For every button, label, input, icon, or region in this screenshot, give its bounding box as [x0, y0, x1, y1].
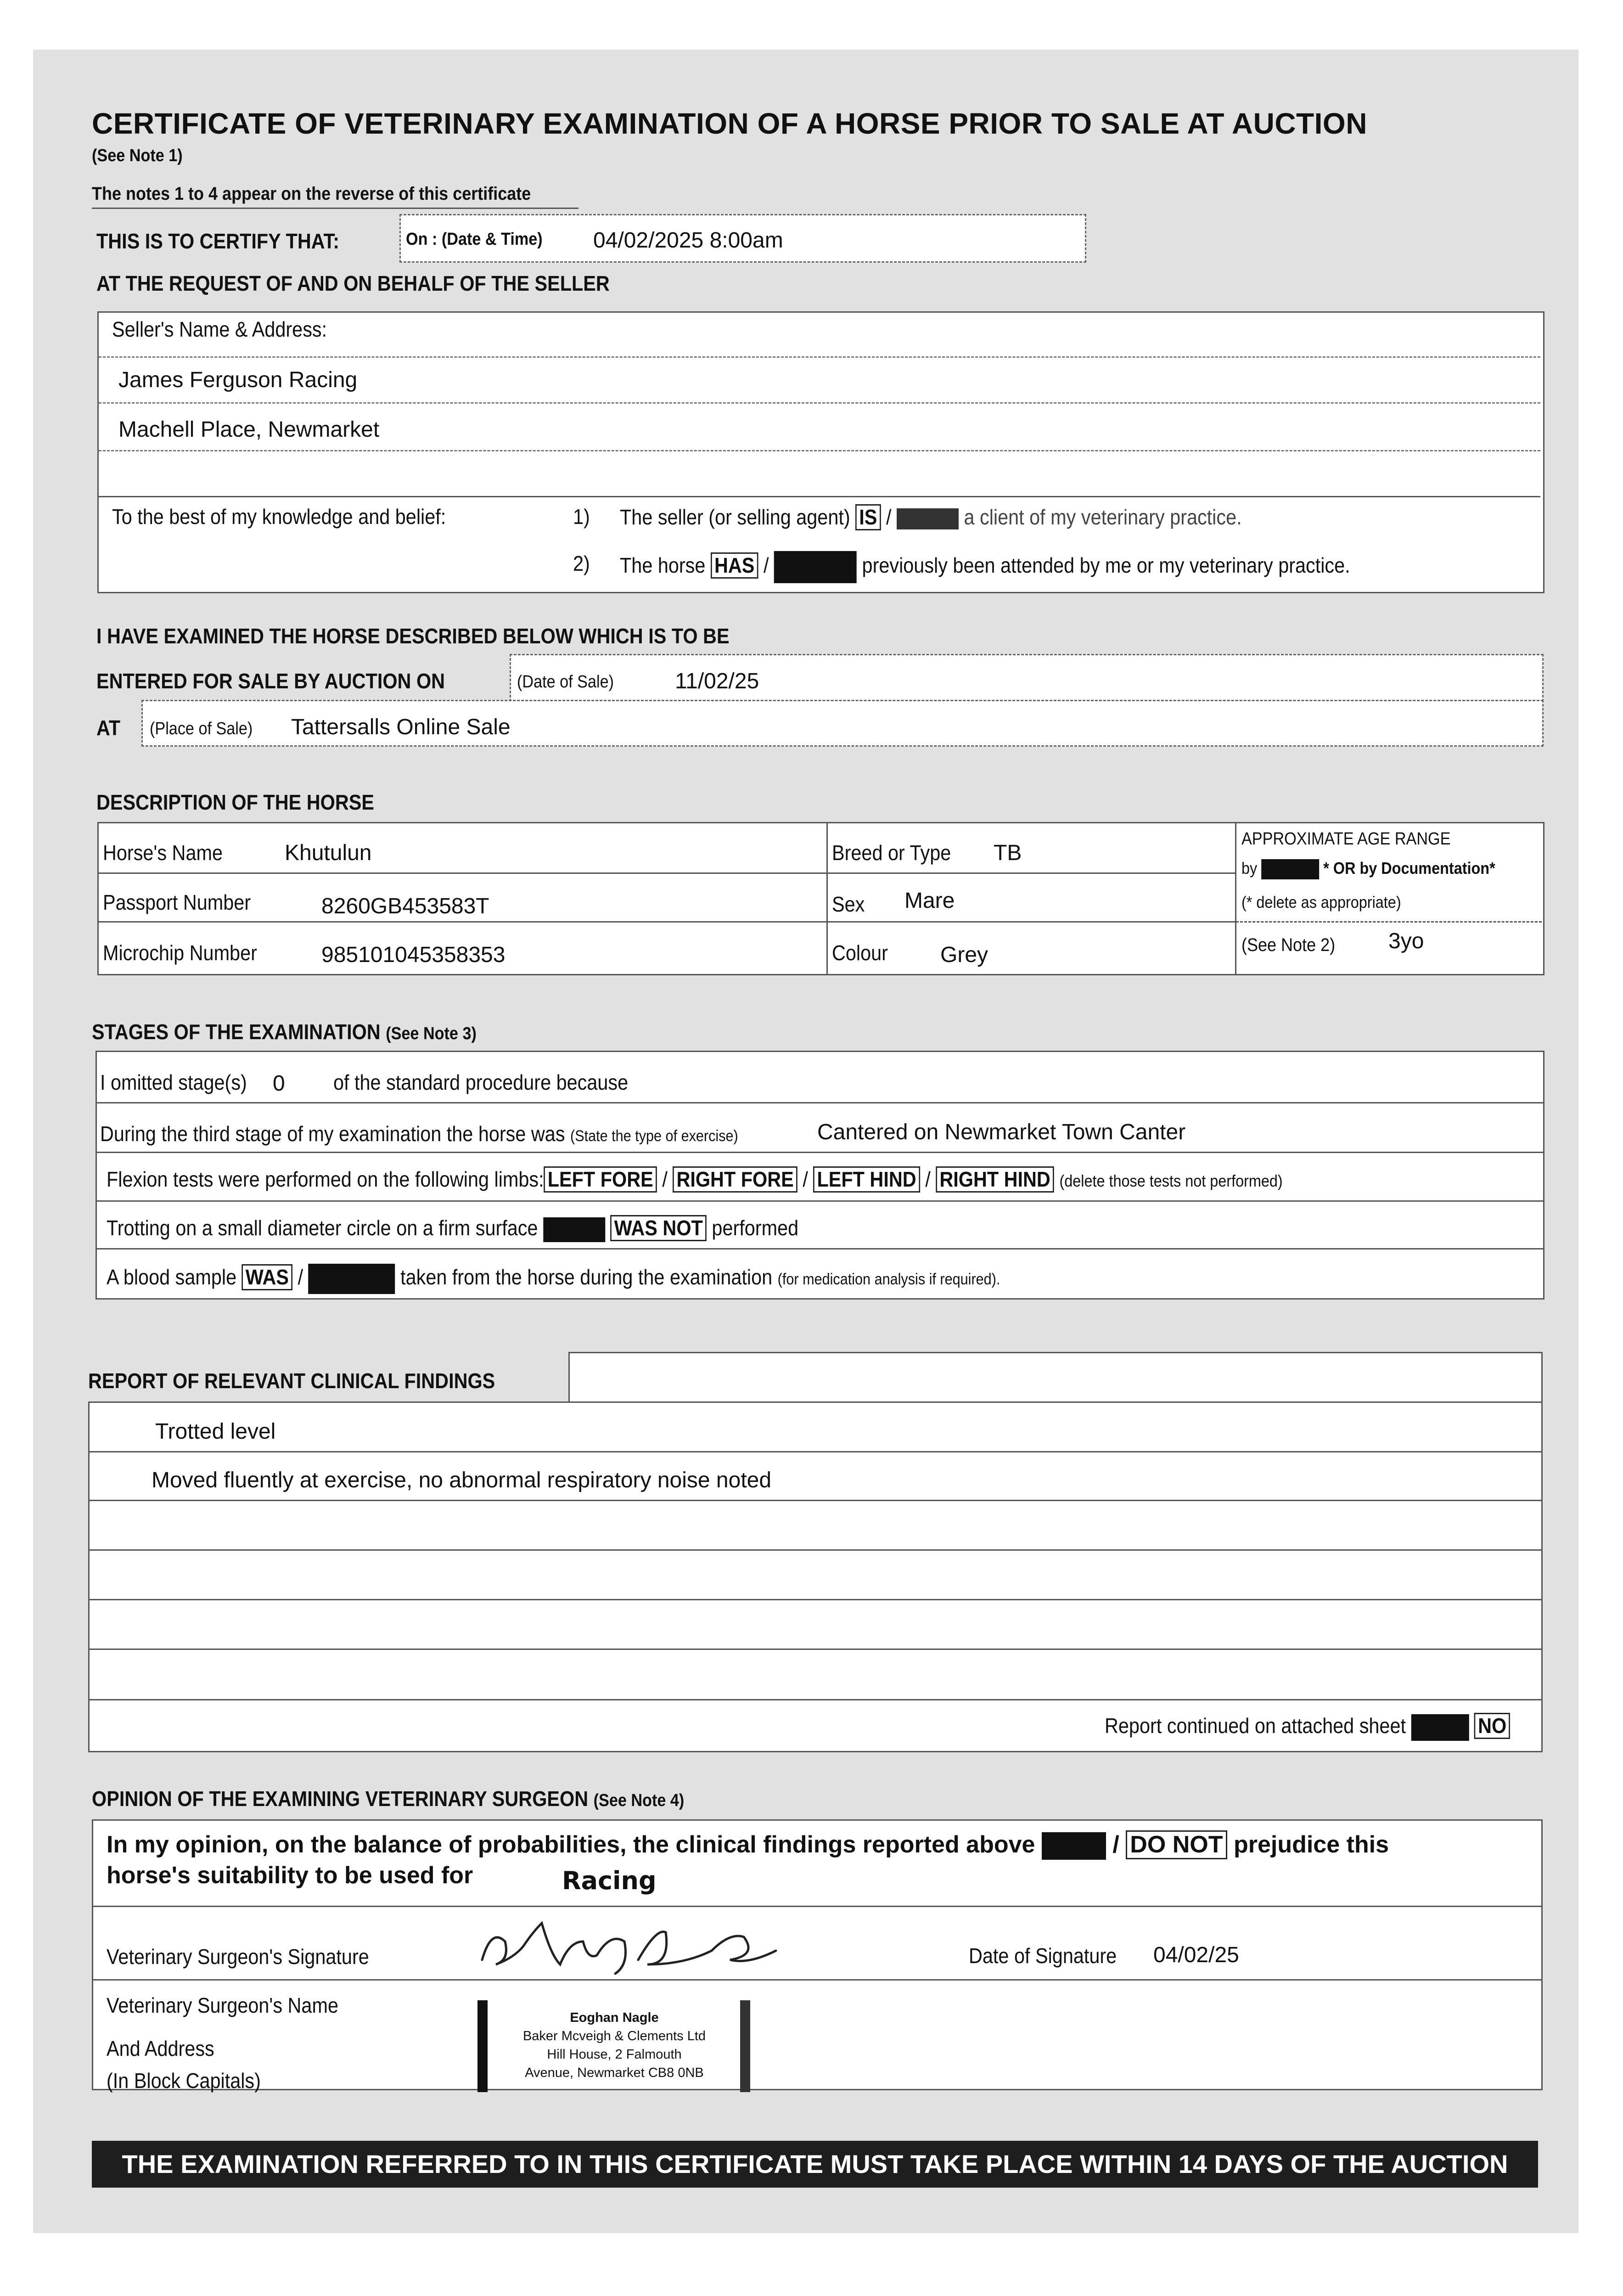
flexion-row: Flexion tests were performed on the following limbs: LEFT FORE / RIGHT FORE / LEFT HIND / RIGHT HIND (delete those tests not performed) [107, 1166, 1283, 1193]
surgeon-name-label: Veterinary Surgeon's Name [107, 1993, 338, 2017]
seller-line-divider [99, 496, 1540, 497]
at-label: AT [96, 716, 121, 740]
was-option[interactable]: WAS [242, 1264, 293, 1290]
date-signature-label: Date of Signature [969, 1944, 1117, 1968]
see-note-1: (See Note 1) [92, 146, 183, 165]
microchip-value[interactable]: 985101045358353 [321, 943, 505, 967]
table-divider [826, 822, 828, 975]
sale-place-label: (Place of Sale) [150, 719, 253, 738]
knowledge-label: To the best of my knowledge and belief: [112, 505, 446, 529]
right-hind-option[interactable]: RIGHT HIND [936, 1166, 1054, 1193]
examined-label: I HAVE EXAMINED THE HORSE DESCRIBED BELOW WHICH IS TO BE [96, 624, 730, 648]
use-value[interactable]: Racing [562, 1866, 657, 1895]
findings-row-line [90, 1500, 1541, 1501]
stages-row-line [97, 1200, 1543, 1202]
seller-address[interactable]: Machell Place, Newmarket [118, 417, 380, 442]
findings-row-line [90, 1699, 1541, 1700]
opinion-text-line2: horse's suitability to be used for [107, 1862, 473, 1889]
redacted-option [774, 551, 857, 583]
finding-line[interactable]: Trotted level [155, 1419, 276, 1444]
omitted-label: I omitted stage(s) [100, 1070, 247, 1094]
has-option[interactable]: HAS [711, 552, 758, 579]
footer-banner: THE EXAMINATION REFERRED TO IN THIS CERTIFICATE MUST TAKE PLACE WITHIN 14 DAYS OF THE AUCTION [92, 2141, 1538, 2188]
entered-label: ENTERED FOR SALE BY AUCTION ON [96, 669, 445, 693]
no-option[interactable]: NO [1474, 1713, 1510, 1739]
third-stage-label: During the third stage of my examination the horse was (State the type of exercise) [100, 1122, 738, 1146]
opinion-heading: OPINION OF THE EXAMINING VETERINARY SURGEON (See Note 4) [92, 1787, 685, 1811]
stamp-line: Hill House, 2 Falmouth [547, 2047, 682, 2062]
third-stage-value[interactable]: Cantered on Newmarket Town Canter [817, 1120, 1186, 1144]
date-signature-value[interactable]: 04/02/25 [1153, 1943, 1239, 1967]
seller-line-divider [99, 356, 1540, 358]
microchip-label: Microchip Number [103, 941, 257, 965]
struck-option [897, 508, 959, 529]
sale-date-label: (Date of Sale) [517, 672, 614, 692]
trotting-row: Trotting on a small diameter circle on a firm surface WAS NOT performed [107, 1215, 798, 1242]
notes-line: The notes 1 to 4 appear on the reverse of this certificate [92, 184, 531, 204]
table-row-line [99, 921, 1236, 923]
sale-place-value: Tattersalls Online Sale [291, 715, 511, 739]
age-by-line: by * OR by Documentation* [1241, 859, 1495, 879]
findings-row-line [90, 1599, 1541, 1600]
table-divider [1235, 822, 1236, 975]
signature-image [473, 1914, 794, 1978]
opinion-row-line [93, 1979, 1541, 1981]
age-value[interactable]: 3yo [1388, 929, 1424, 953]
item2-number: 2) [573, 551, 590, 575]
stamp-line: Avenue, Newmarket CB8 0NB [525, 2065, 704, 2080]
on-date-value: 04/02/2025 8:00am [593, 228, 783, 253]
omitted-value[interactable]: 0 [273, 1071, 285, 1096]
surgeon-address-label: And Address [107, 2037, 214, 2060]
horse-name-label: Horse's Name [103, 841, 223, 865]
description-heading: DESCRIPTION OF THE HORSE [96, 790, 374, 814]
stages-row-line [97, 1248, 1543, 1249]
stages-heading: STAGES OF THE EXAMINATION (See Note 3) [92, 1020, 477, 1044]
certify-label: THIS IS TO CERTIFY THAT: [96, 229, 340, 253]
redacted-option [1411, 1714, 1469, 1741]
findings-heading: REPORT OF RELEVANT CLINICAL FINDINGS [88, 1369, 495, 1393]
opinion-text-line1: In my opinion, on the balance of probabilities, the clinical findings reported above / DO NOT prejudice this [107, 1830, 1389, 1860]
notes-underline [92, 208, 578, 209]
stamp-bar-left [477, 2000, 488, 2092]
stamp-bar-right [740, 2000, 750, 2092]
stamp-name: Eoghan Nagle [570, 2010, 659, 2025]
left-hind-option[interactable]: LEFT HIND [813, 1166, 920, 1193]
sale-date-value: 11/02/25 [675, 669, 759, 693]
colour-label: Colour [832, 941, 888, 965]
findings-row-line [90, 1649, 1541, 1650]
redacted-option [1042, 1832, 1106, 1860]
redacted-option [543, 1217, 605, 1242]
seller-label: Seller's Name & Address: [112, 317, 327, 341]
redacted-option [1261, 859, 1319, 879]
omitted-post: of the standard procedure because [333, 1070, 629, 1094]
do-not-option[interactable]: DO NOT [1126, 1830, 1227, 1859]
item1-text: The seller (or selling agent) IS / a client of my veterinary practice. [620, 504, 1242, 530]
sale-date-field[interactable] [510, 654, 1544, 702]
stamp-line: Baker Mcveigh & Clements Ltd [522, 2029, 706, 2043]
table-row-line [99, 872, 1236, 874]
horse-name-value[interactable]: Khutulun [285, 841, 372, 865]
sex-label: Sex [832, 892, 865, 916]
address-stamp [491, 2009, 737, 2082]
item1-number: 1) [573, 505, 590, 529]
item2-text: The horse HAS / previously been attended by me or my veterinary practice. [620, 551, 1350, 583]
breed-value[interactable]: TB [994, 841, 1022, 865]
certificate-title: CERTIFICATE OF VETERINARY EXAMINATION OF A HORSE PRIOR TO SALE AT AUCTION [92, 107, 1367, 140]
stages-row-line [97, 1102, 1543, 1103]
redacted-option [309, 1264, 395, 1294]
finding-line[interactable]: Moved fluently at exercise, no abnormal respiratory noise noted [152, 1468, 772, 1492]
left-fore-option[interactable]: LEFT FORE [544, 1166, 657, 1193]
sex-value[interactable]: Mare [904, 889, 955, 913]
passport-value[interactable]: 8260GB453583T [321, 894, 489, 918]
opinion-row-line [93, 1906, 1541, 1907]
seller-line-divider [99, 402, 1540, 404]
stages-row-line [97, 1152, 1543, 1153]
findings-row-line [90, 1451, 1541, 1452]
is-option[interactable]: IS [855, 504, 881, 530]
seller-name[interactable]: James Ferguson Racing [118, 368, 358, 392]
findings-heading-box [568, 1352, 1543, 1404]
block-capitals-label: (In Block Capitals) [107, 2069, 261, 2093]
seller-line-divider [99, 450, 1540, 451]
on-date-label: On : (Date & Time) [406, 230, 543, 249]
signature-label: Veterinary Surgeon's Signature [107, 1945, 369, 1969]
right-fore-option[interactable]: RIGHT FORE [673, 1166, 797, 1193]
table-row-line [1236, 921, 1542, 923]
colour-value[interactable]: Grey [940, 943, 988, 967]
findings-row-line [90, 1549, 1541, 1551]
passport-label: Passport Number [103, 890, 251, 914]
blood-row: A blood sample WAS / taken from the horse during the examination (for medication analysis if required). [107, 1264, 1000, 1294]
request-label: AT THE REQUEST OF AND ON BEHALF OF THE SELLER [96, 271, 610, 295]
breed-label: Breed or Type [832, 841, 951, 865]
report-continued: Report continued on attached sheet NO [1105, 1713, 1510, 1741]
age-see-note: (See Note 2) [1241, 935, 1336, 955]
age-heading: APPROXIMATE AGE RANGE [1241, 829, 1451, 849]
was-not-option[interactable]: WAS NOT [611, 1215, 707, 1241]
age-delete-note: (* delete as appropriate) [1241, 893, 1401, 912]
